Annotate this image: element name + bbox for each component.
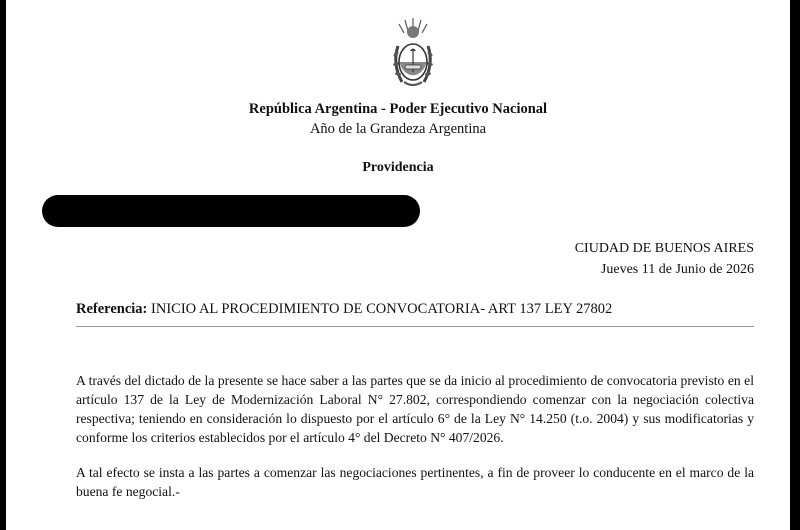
- coat-of-arms-icon: [390, 16, 436, 90]
- document-type: Providencia: [362, 160, 434, 175]
- body-paragraph-2: A tal efecto se insta a las partes a comenzar las negociaciones pertinentes, a fin de proveer lo conducente en el marco de la buena fe negocial.-: [76, 465, 754, 499]
- header-title: República Argentina - Poder Ejecutivo Nacional: [248, 101, 548, 117]
- document-page: [6, 0, 790, 530]
- document-date: Jueves 11 de Junio de 2026: [600, 262, 754, 277]
- body-paragraph-1: A través del dictado de la presente se hace saber a las partes que se da inicio al procedimiento de convocatoria previsto en el artículo 137 de la Ley de Modernización Laboral N° 27.802, correspondiendo comenzar con la negociación colectiva respectiva; teniendo en consideración lo dispuesto por el artículo 6° de la Ley N° 14.250 (t.o. 2004) y sus modificatorias y conforme los criterios establecidos por el artículo 4° del Decreto N° 407/2026.: [76, 373, 754, 445]
- document-city: CIUDAD DE BUENOS AIRES: [574, 241, 754, 256]
- reference-label: Referencia:: [76, 301, 148, 317]
- reference-text: INICIO AL PROCEDIMIENTO DE CONVOCATORIA- ART 137 LEY 27802: [147, 301, 613, 317]
- reference-divider: [76, 326, 754, 327]
- reference-line: [76, 301, 612, 318]
- header-subtitle: Año de la Grandeza Argentina: [309, 121, 487, 137]
- redaction-bar: [42, 195, 420, 227]
